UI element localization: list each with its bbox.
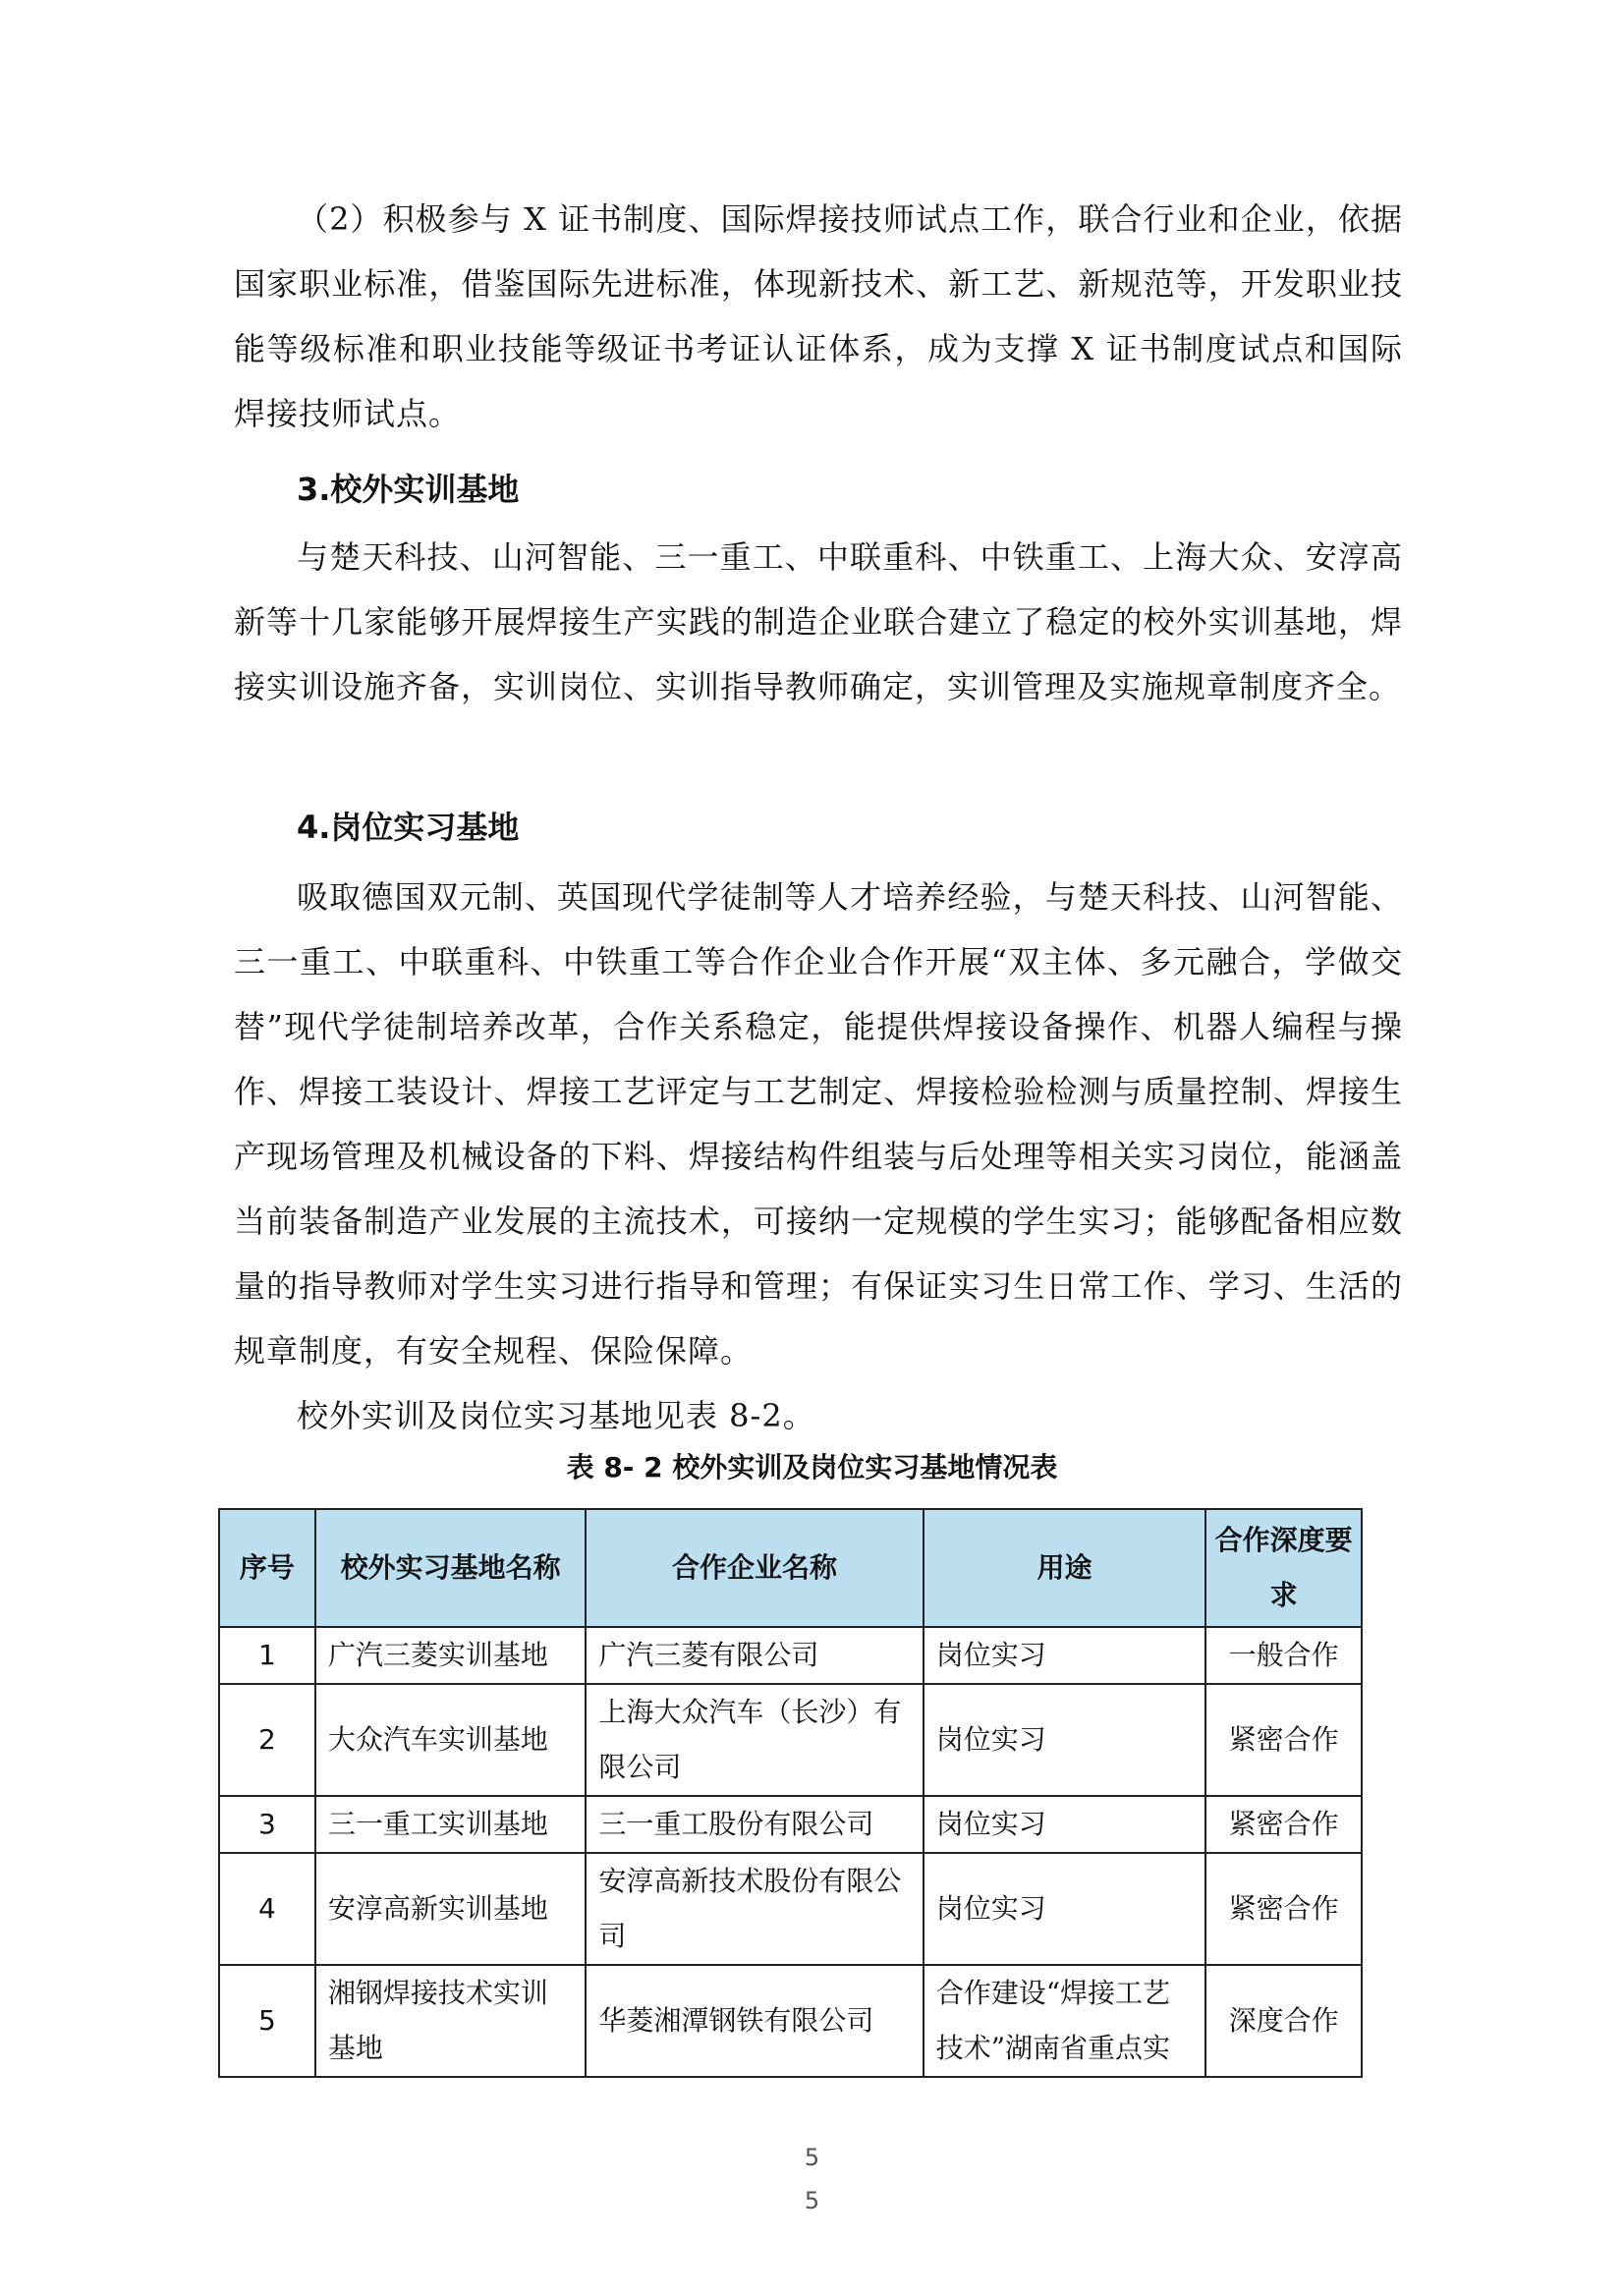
cell-seq: 2 <box>219 1684 315 1796</box>
paragraph-table-reference: 校外实训及岗位实习基地见表 8-2。 <box>297 1397 815 1434</box>
cell-base-name: 安淳高新实训基地 <box>315 1853 586 1965</box>
section-heading-offcampus-training: 3.校外实训基地 <box>297 471 520 508</box>
cell-base-name: 三一重工实训基地 <box>315 1796 586 1853</box>
table-row <box>219 1965 1362 2077</box>
cell-seq: 3 <box>219 1796 315 1853</box>
cell-depth: 紧密合作 <box>1205 1853 1362 1965</box>
training-base-table <box>218 1508 1363 2078</box>
table-row <box>219 1684 1362 1796</box>
cell-company: 三一重工股份有限公司 <box>586 1796 923 1853</box>
cell-depth: 紧密合作 <box>1205 1684 1362 1796</box>
page-number-bottom: 5 <box>804 2187 820 2214</box>
table-row <box>219 1796 1362 1853</box>
table-header-row <box>219 1509 1362 1627</box>
section-heading-internship-base: 4.岗位实习基地 <box>297 809 520 846</box>
cell-base-name: 湘钢焊接技术实训基地 <box>315 1965 586 2077</box>
page-number-top: 5 <box>804 2144 820 2171</box>
paragraph-offcampus-training: 与楚天科技、山河智能、三一重工、中联重科、中铁重工、上海大众、安淳高新等十几家能够开展焊接生产实践的制造企业联合建立了稳定的校外实训基地，焊接实训设施齐备，实训岗位、实训指导教师确定，实训管理及实施规章制度齐全。 <box>234 538 1403 705</box>
header-seq: 序号 <box>219 1509 315 1627</box>
cell-depth: 深度合作 <box>1205 1965 1362 2077</box>
cell-usage: 岗位实习 <box>924 1796 1206 1853</box>
cell-usage: 岗位实习 <box>924 1627 1206 1684</box>
cell-company: 广汽三菱有限公司 <box>586 1627 923 1684</box>
cell-depth: 紧密合作 <box>1205 1796 1362 1853</box>
table-caption: 表 8- 2 校外实训及岗位实习基地情况表 <box>566 1451 1058 1484</box>
cell-base-name: 广汽三菱实训基地 <box>315 1627 586 1684</box>
cell-company: 安淳高新技术股份有限公司 <box>586 1853 923 1965</box>
header-company: 合作企业名称 <box>586 1509 923 1627</box>
cell-company: 华菱湘潭钢铁有限公司 <box>586 1965 923 2077</box>
paragraph-internship-base: 吸取德国双元制、英国现代学徒制等人才培养经验，与楚天科技、山河智能、三一重工、中联重科、中铁重工等合作企业合作开展“双主体、多元融合，学做交替”现代学徒制培养改革，合作关系稳定，能提供焊接设备操作、机器人编程与操作、焊接工装设计、焊接工艺评定与工艺制定、焊接检验检测与质量控制、焊接生产现场管理及机械设备的下料、焊接结构件组装与后处理等相关实习岗位，能涵盖当前装备制造产业发展的主流技术，可接纳一定规模的学生实习；能够配备相应数量的指导教师对学生实习进行指导和管理；有保证实习生日常工作、学习、生活的规章制度，有安全规程、保险保障。 <box>234 878 1403 1370</box>
cell-base-name: 大众汽车实训基地 <box>315 1684 586 1796</box>
paragraph-x-certificate: （2）积极参与 X 证书制度、国际焊接技师试点工作，联合行业和企业，依据国家职业标准，借鉴国际先进标准，体现新技术、新工艺、新规范等，开发职业技能等级标准和职业技能等级证书考证认证体系，成为支撑 X 证书制度试点和国际焊接技师试点。 <box>234 200 1403 432</box>
cell-seq: 1 <box>219 1627 315 1684</box>
cell-usage: 岗位实习 <box>924 1853 1206 1965</box>
header-base-name: 校外实习基地名称 <box>315 1509 586 1627</box>
table-row <box>219 1853 1362 1965</box>
header-usage: 用途 <box>924 1509 1206 1627</box>
cell-company: 上海大众汽车（长沙）有限公司 <box>586 1684 923 1796</box>
cell-usage: 岗位实习 <box>924 1684 1206 1796</box>
cell-depth: 一般合作 <box>1205 1627 1362 1684</box>
cell-seq: 4 <box>219 1853 315 1965</box>
table-row <box>219 1627 1362 1684</box>
cell-seq: 5 <box>219 1965 315 2077</box>
cell-usage: 合作建设“焊接工艺技术”湖南省重点实 <box>924 1965 1206 2077</box>
header-depth: 合作深度要求 <box>1205 1509 1362 1627</box>
